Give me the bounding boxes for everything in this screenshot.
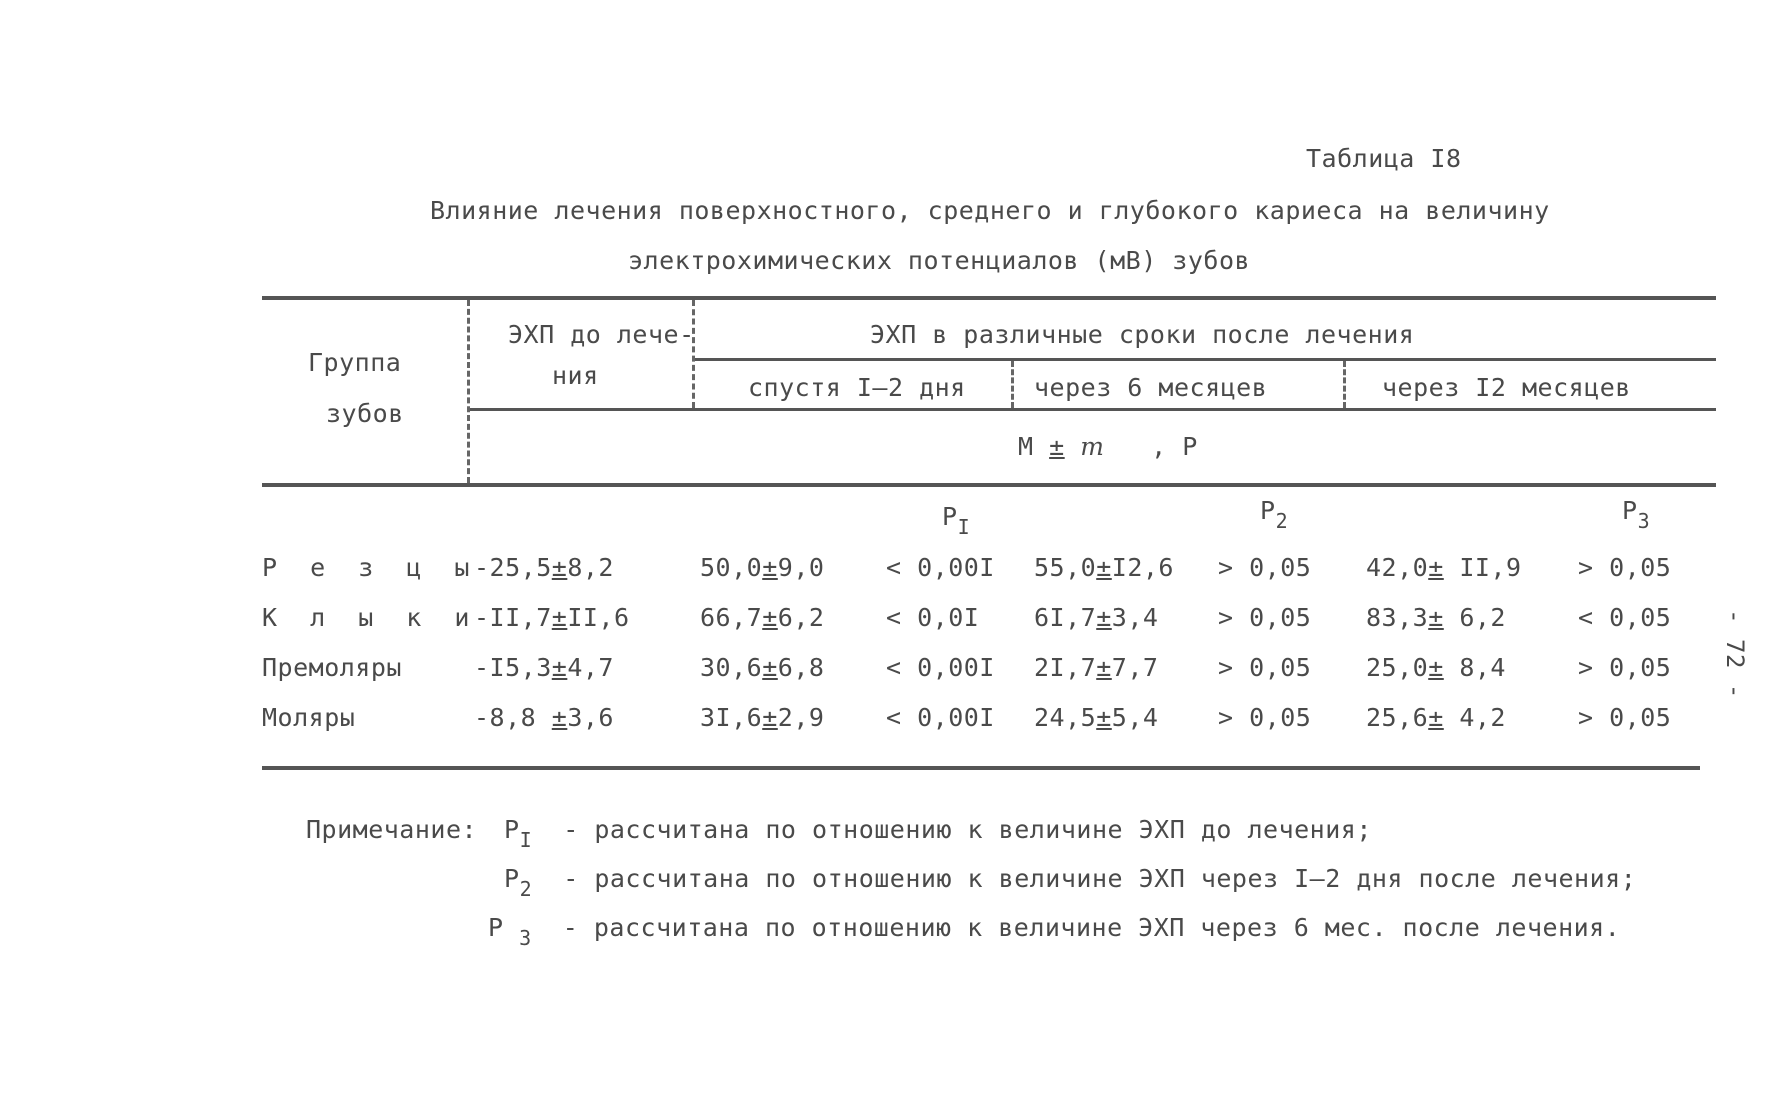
cell-before: -25,5±8,2 <box>474 553 614 582</box>
period2-header: через 6 месяцев <box>1034 373 1268 402</box>
cell-day1: 30,6±6,8 <box>700 653 825 682</box>
group-header-line2: зубов <box>326 399 404 428</box>
period1-header: спустя I–2 дня <box>748 373 966 402</box>
cell-p3: < 0,05 <box>1578 603 1672 632</box>
cell-month6: 55,0±I2,6 <box>1034 553 1174 582</box>
cell-day1: 3I,6±2,9 <box>700 703 825 732</box>
cell-p1: < 0,00I <box>886 553 995 582</box>
note-label: Примечание: <box>306 815 478 844</box>
group-header-line1: Группа <box>308 348 402 377</box>
p1-label: $Р_I$ <box>942 502 971 539</box>
period3-header: через I2 месяцев <box>1382 373 1631 402</box>
cell-month6: 2I,7±7,7 <box>1034 653 1159 682</box>
group-column-divider <box>467 300 470 483</box>
page-number: - 72 - <box>1720 609 1749 699</box>
stats-header: М ± m , Р <box>1018 432 1198 461</box>
table-number: Таблица I8 <box>1306 144 1462 173</box>
p2-label: $Р_2$ <box>1260 496 1289 533</box>
cell-p2: > 0,05 <box>1218 603 1312 632</box>
table-title-line2: электрохимических потенциалов (мВ) зубов <box>628 246 1251 275</box>
cell-p2: > 0,05 <box>1218 703 1312 732</box>
row-group-label: Моляры <box>262 703 356 732</box>
header-stats-rule <box>468 408 1716 411</box>
period1-divider <box>1011 361 1014 408</box>
cell-p3: > 0,05 <box>1578 703 1672 732</box>
cell-p2: > 0,05 <box>1218 553 1312 582</box>
cell-before: -8,8 ±3,6 <box>474 703 614 732</box>
note-p1: $Р_I$ - рассчитана по отношению к величине ЭХП до лечения; <box>504 815 1372 852</box>
table-top-rule <box>262 296 1716 300</box>
cell-p1: < 0,00I <box>886 653 995 682</box>
cell-p2: > 0,05 <box>1218 653 1312 682</box>
cell-month12: 25,6± 4,2 <box>1366 703 1506 732</box>
cell-p1: < 0,0I <box>886 603 980 632</box>
cell-month12: 83,3± 6,2 <box>1366 603 1506 632</box>
cell-month12: 25,0± 8,4 <box>1366 653 1506 682</box>
cell-day1: 50,0±9,0 <box>700 553 825 582</box>
before-header-line1: ЭХП до лече- <box>508 320 695 349</box>
before-header-line2: ния <box>552 361 599 390</box>
note-p3: Р $_3$ - рассчитана по отношению к величине ЭХП через 6 мес. после лечения. <box>488 913 1621 950</box>
cell-before: -I5,3±4,7 <box>474 653 614 682</box>
cell-p1: < 0,00I <box>886 703 995 732</box>
header-bottom-rule <box>262 483 1716 487</box>
period2-divider <box>1343 361 1346 408</box>
header-subrule <box>694 358 1716 361</box>
cell-before: -II,7±II,6 <box>474 603 630 632</box>
table-title-line1: Влияние лечения поверхностного, среднего и глубокого кариеса на величину <box>430 196 1550 225</box>
row-group-label: К л ы к и <box>262 603 479 632</box>
table-bottom-rule <box>262 766 1700 770</box>
cell-day1: 66,7±6,2 <box>700 603 825 632</box>
cell-month6: 6I,7±3,4 <box>1034 603 1159 632</box>
p3-label: $Р_3$ <box>1622 496 1651 533</box>
note-p2: $Р_2$ - рассчитана по отношению к величине ЭХП через I–2 дня после лечения; <box>504 864 1637 901</box>
before-column-divider <box>692 300 695 408</box>
cell-month6: 24,5±5,4 <box>1034 703 1159 732</box>
cell-p3: > 0,05 <box>1578 553 1672 582</box>
row-group-label: Премоляры <box>262 653 402 682</box>
cell-month12: 42,0± II,9 <box>1366 553 1522 582</box>
after-span-header: ЭХП в различные сроки после лечения <box>870 320 1415 349</box>
cell-p3: > 0,05 <box>1578 653 1672 682</box>
row-group-label: Р е з ц ы <box>262 553 479 582</box>
